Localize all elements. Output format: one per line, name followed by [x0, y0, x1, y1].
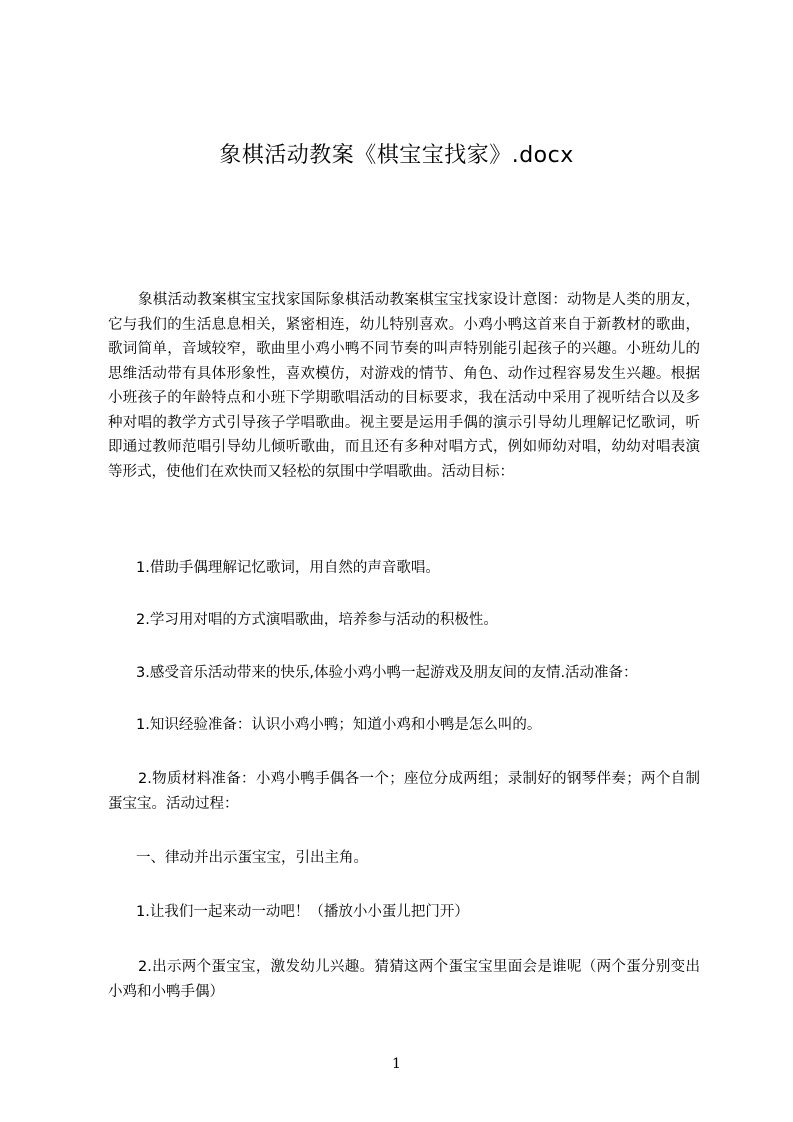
goal-item-1: 1.借助手偶理解记忆歌词，用自然的声音歌唱。 [136, 560, 440, 576]
section-heading-1: 一、律动并出示蛋宝宝，引出主角。 [136, 850, 368, 866]
prep-item-2: 2.物质材料准备：小鸡小鸭手偶各一个；座位分成两组；录制好的钢琴伴奏；两个自制蛋宝宝。活动过程： [108, 771, 700, 812]
page-number: 1 [392, 1056, 401, 1072]
step-item-1: 1.让我们一起来动一动吧！（播放小小蛋儿把门开） [136, 904, 469, 920]
goal-item-3: 3.感受音乐活动带来的快乐,体验小鸡小鸭一起游戏及朋友间的友情.活动准备： [136, 665, 638, 681]
prep-item-1: 1.知识经验准备：认识小鸡小鸭；知道小鸡和小鸭是怎么叫的。 [136, 717, 542, 733]
goal-item-2: 2.学习用对唱的方式演唱歌曲，培养参与活动的积极性。 [136, 612, 498, 628]
document-title: 象棋活动教案《棋宝宝找家》.docx [219, 143, 574, 168]
intro-paragraph: 象棋活动教案棋宝宝找家国际象棋活动教案棋宝宝找家设计意图：动物是人类的朋友，它与我们的生活息息相关，紧密相连，幼儿特别喜欢。小鸡小鸭这首来自于新教材的歌曲，歌词简单，音域较窄，歌曲里小鸡小鸭不同节奏的叫声特别能引起孩子的兴趣。小班幼儿的思维活动带有具体形象性，喜欢模仿，对游戏的情节、角色、动作过程容易发生兴趣。根据小班孩子的年龄特点和小班下学期歌唱活动的目标要求，我在活动中采用了视听结合以及多种对唱的教学方式引导孩子学唱歌曲。视主要是运用手偶的演示引导幼儿理解记忆歌词，听即通过教师范唱引导幼儿倾听歌曲，而且还有多种对唱方式，例如师幼对唱，幼幼对唱表演等形式，使他们在欢快而又轻松的氛围中学唱歌曲。活动目标： [108, 292, 700, 480]
step-item-2: 2.出示两个蛋宝宝，激发幼儿兴趣。猜猜这两个蛋宝宝里面会是谁呢（两个蛋分别变出小鸡和小鸭手偶） [108, 959, 700, 1000]
